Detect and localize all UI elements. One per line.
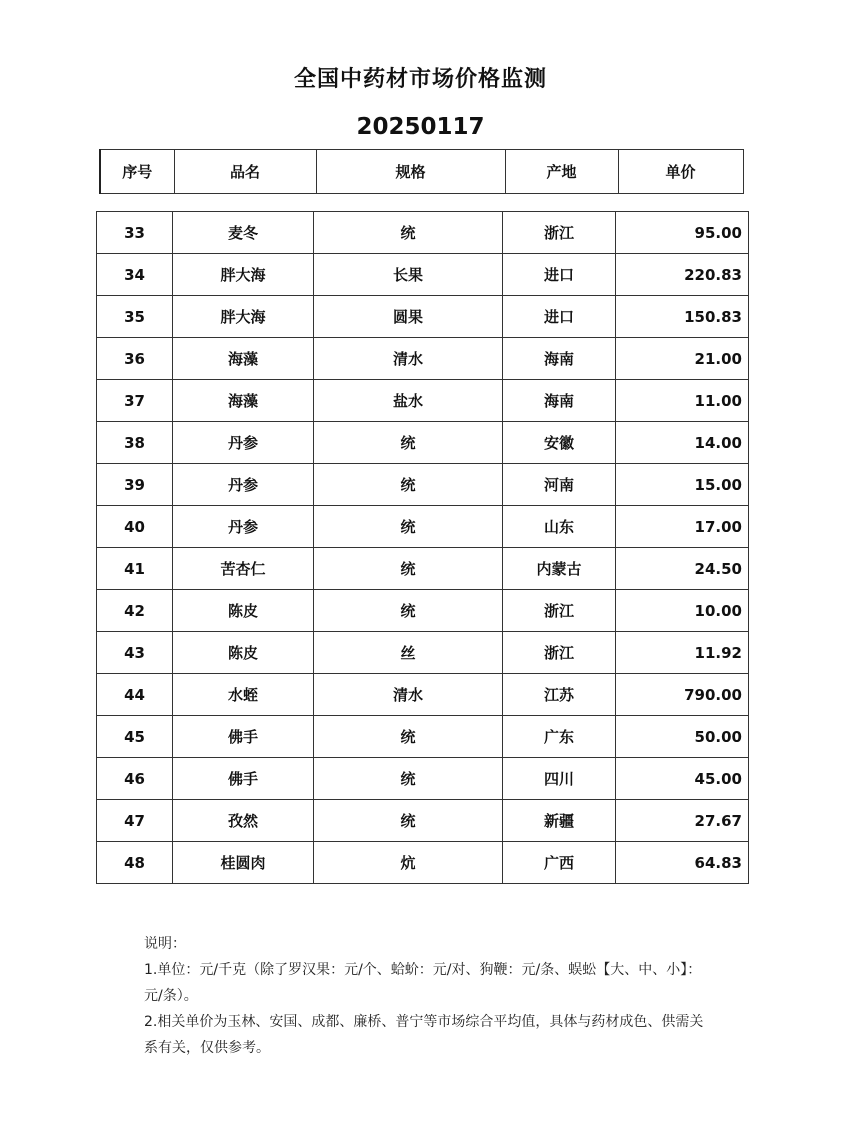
row-number-cell: 40	[97, 506, 173, 548]
spec-cell: 统	[314, 800, 503, 842]
price-cell: 150.83	[616, 296, 749, 338]
price-cell: 45.00	[616, 758, 749, 800]
price-cell: 17.00	[616, 506, 749, 548]
herb-name-cell: 丹参	[173, 506, 314, 548]
table-row	[97, 716, 749, 758]
row-number-cell: 44	[97, 674, 173, 716]
column-header-no: 序号	[100, 150, 174, 194]
price-cell: 64.83	[616, 842, 749, 884]
spec-cell: 长果	[314, 254, 503, 296]
herb-name-cell: 水蛭	[173, 674, 314, 716]
table-row	[97, 506, 749, 548]
herb-name-cell: 海藻	[173, 338, 314, 380]
price-cell: 14.00	[616, 422, 749, 464]
table-row	[97, 548, 749, 590]
origin-cell: 安徽	[503, 422, 616, 464]
spec-cell: 清水	[314, 674, 503, 716]
price-cell: 27.67	[616, 800, 749, 842]
spec-cell: 清水	[314, 338, 503, 380]
price-cell: 790.00	[616, 674, 749, 716]
origin-cell: 山东	[503, 506, 616, 548]
table-row	[97, 338, 749, 380]
notes-heading: 说明：	[144, 936, 186, 952]
origin-cell: 海南	[503, 338, 616, 380]
row-number-cell: 33	[97, 212, 173, 254]
row-number-cell: 37	[97, 380, 173, 422]
row-number-cell: 38	[97, 422, 173, 464]
herb-name-cell: 佛手	[173, 716, 314, 758]
spec-cell: 统	[314, 548, 503, 590]
row-number-cell: 46	[97, 758, 173, 800]
column-header-name: 品名	[174, 150, 316, 194]
price-cell: 220.83	[616, 254, 749, 296]
price-cell: 21.00	[616, 338, 749, 380]
table-row	[97, 422, 749, 464]
price-cell: 10.00	[616, 590, 749, 632]
herb-name-cell: 麦冬	[173, 212, 314, 254]
origin-cell: 江苏	[503, 674, 616, 716]
table-row	[97, 632, 749, 674]
row-number-cell: 35	[97, 296, 173, 338]
spec-cell: 炕	[314, 842, 503, 884]
row-number-cell: 42	[97, 590, 173, 632]
row-number-cell: 45	[97, 716, 173, 758]
spec-cell: 统	[314, 590, 503, 632]
price-cell: 95.00	[616, 212, 749, 254]
table-row	[97, 674, 749, 716]
spec-cell: 丝	[314, 632, 503, 674]
report-date: 20250117	[356, 114, 485, 140]
spec-cell: 圆果	[314, 296, 503, 338]
spec-cell: 统	[314, 506, 503, 548]
table-row	[97, 800, 749, 842]
origin-cell: 海南	[503, 380, 616, 422]
price-cell: 24.50	[616, 548, 749, 590]
origin-cell: 新疆	[503, 800, 616, 842]
table-row	[97, 254, 749, 296]
table-row	[97, 758, 749, 800]
herb-name-cell: 丹参	[173, 422, 314, 464]
price-cell: 15.00	[616, 464, 749, 506]
row-number-cell: 48	[97, 842, 173, 884]
herb-name-cell: 胖大海	[173, 254, 314, 296]
spec-cell: 统	[314, 716, 503, 758]
notes-line-2: 2.相关单价为玉林、安国、成都、廉桥、普宁等市场综合平均值，具体与药材成色、供需关系有关，仅供参考。	[144, 1014, 704, 1056]
spec-cell: 统	[314, 464, 503, 506]
spec-cell: 统	[314, 422, 503, 464]
herb-name-cell: 陈皮	[173, 632, 314, 674]
notes-line-1: 1.单位：元/千克（除了罗汉果：元/个、蛤蚧：元/对、狗鞭：元/条、蜈蚣【大、中、小】：元/条）。	[144, 962, 702, 1004]
origin-cell: 进口	[503, 254, 616, 296]
column-header-table	[99, 149, 744, 194]
origin-cell: 浙江	[503, 212, 616, 254]
table-row	[97, 464, 749, 506]
page-title: 全国中药材市场价格监测	[293, 67, 547, 92]
herb-name-cell: 孜然	[173, 800, 314, 842]
price-cell: 11.00	[616, 380, 749, 422]
origin-cell: 四川	[503, 758, 616, 800]
table-row	[97, 296, 749, 338]
notes-section	[144, 931, 704, 1061]
price-cell: 50.00	[616, 716, 749, 758]
herb-name-cell: 苦杏仁	[173, 548, 314, 590]
row-number-cell: 43	[97, 632, 173, 674]
price-table	[96, 211, 749, 884]
herb-name-cell: 海藻	[173, 380, 314, 422]
price-cell: 11.92	[616, 632, 749, 674]
table-row	[97, 590, 749, 632]
herb-name-cell: 陈皮	[173, 590, 314, 632]
origin-cell: 广东	[503, 716, 616, 758]
row-number-cell: 41	[97, 548, 173, 590]
origin-cell: 广西	[503, 842, 616, 884]
spec-cell: 统	[314, 212, 503, 254]
herb-name-cell: 丹参	[173, 464, 314, 506]
column-header-origin: 产地	[505, 150, 618, 194]
herb-name-cell: 佛手	[173, 758, 314, 800]
origin-cell: 浙江	[503, 632, 616, 674]
origin-cell: 进口	[503, 296, 616, 338]
header-row	[100, 150, 743, 194]
table-row	[97, 842, 749, 884]
table-row	[97, 380, 749, 422]
herb-name-cell: 桂圆肉	[173, 842, 314, 884]
row-number-cell: 36	[97, 338, 173, 380]
table-row	[97, 212, 749, 254]
row-number-cell: 34	[97, 254, 173, 296]
origin-cell: 内蒙古	[503, 548, 616, 590]
herb-name-cell: 胖大海	[173, 296, 314, 338]
column-header-price: 单价	[618, 150, 743, 194]
spec-cell: 统	[314, 758, 503, 800]
origin-cell: 浙江	[503, 590, 616, 632]
column-header-spec: 规格	[316, 150, 505, 194]
spec-cell: 盐水	[314, 380, 503, 422]
origin-cell: 河南	[503, 464, 616, 506]
row-number-cell: 39	[97, 464, 173, 506]
row-number-cell: 47	[97, 800, 173, 842]
